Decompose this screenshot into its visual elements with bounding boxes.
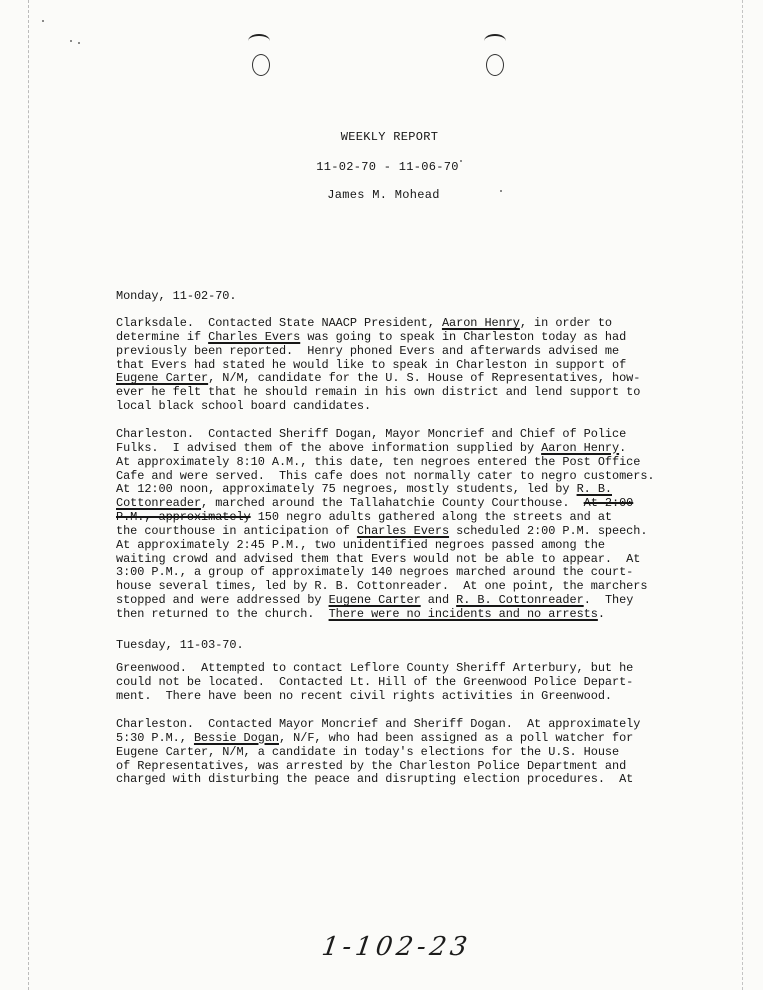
tuesday-heading: Tuesday, 11-03-70.: [116, 638, 244, 652]
scan-speck: [42, 20, 44, 22]
handwritten-serial-number: 1-102-23: [319, 932, 473, 962]
monday-heading: Monday, 11-02-70.: [116, 289, 237, 303]
punch-hole-left-mark: [248, 34, 270, 48]
scan-speck: [70, 40, 72, 42]
paragraph-greenwood: Greenwood. Attempted to contact Leflore County Sheriff Arterbury, but he could not be located. Contacted Lt. Hill of the Greenwood Police Depart- ment. There have been no recent civil rights activities in Greenwood.: [116, 661, 634, 703]
punch-hole-right-mark: [484, 34, 506, 48]
paragraph-clarksdale: Clarksdale. Contacted State NAACP President, Aaron Henry, in order to determine if Charles Evers was going to speak in Charleston today as had previously been reported. Henry phoned Evers and afterwards advised me that Evers had stated he would like to speak in Charleston in support of Eugene Carter, N/M, candidate for the U. S. House of Representatives, how- ever he felt that he should remain in his own district and lend support to local black school board candidates.: [116, 316, 641, 414]
right-edge-line: [742, 0, 743, 990]
left-edge-line: [28, 0, 29, 990]
report-title: WEEKLY REPORT: [340, 130, 439, 144]
punch-hole-left: [252, 54, 270, 76]
scan-speck: [78, 42, 80, 44]
report-author: James M. Mohead: [327, 188, 440, 202]
paragraph-charleston-1: Charleston. Contacted Sheriff Dogan, Mayor Moncrief and Chief of Police Fulks. I advised them of the above information supplied by Aaron Henry. At approximately 8:10 A.M., this date, ten negroes entered the Post Office Cafe and were served. This cafe does not normally cater to negro customers. At 12:00 noon, approximately 75 negroes, mostly students, led by R. B. Cottonreader, marched around the Tallahatchie County Courthouse. At 2:00 P.M., approximately 150 negro adults gathered along the streets and at the courthouse in anticipation of Charles Evers scheduled 2:00 P.M. speech. At approximately 2:45 P.M., two unidentified negroes passed among the waiting crowd and advised them that Evers would not be able to appear. At 3:00 P.M., a group of approximately 140 negroes marched around the court- house several times, led by R. B. Cottonreader. At one point, the marchers stopped and were addressed by Eugene Carter and R. B. Cottonreader. They then returned to the church. There were no incidents and no arrests.: [116, 427, 655, 621]
report-date-range: 11-02-70 - 11-06-70: [316, 160, 459, 174]
paragraph-charleston-2: Charleston. Contacted Mayor Moncrief and Sheriff Dogan. At approximately 5:30 P.M., Bessie Dogan, N/F, who had been assigned as a poll watcher for Eugene Carter, N/M, a candidate in today's elections for the U.S. House of Representatives, was arrested by the Charleston Police Department and charged with disturbing the peace and disrupting election procedures. At: [116, 717, 641, 787]
punch-hole-right: [486, 54, 504, 76]
